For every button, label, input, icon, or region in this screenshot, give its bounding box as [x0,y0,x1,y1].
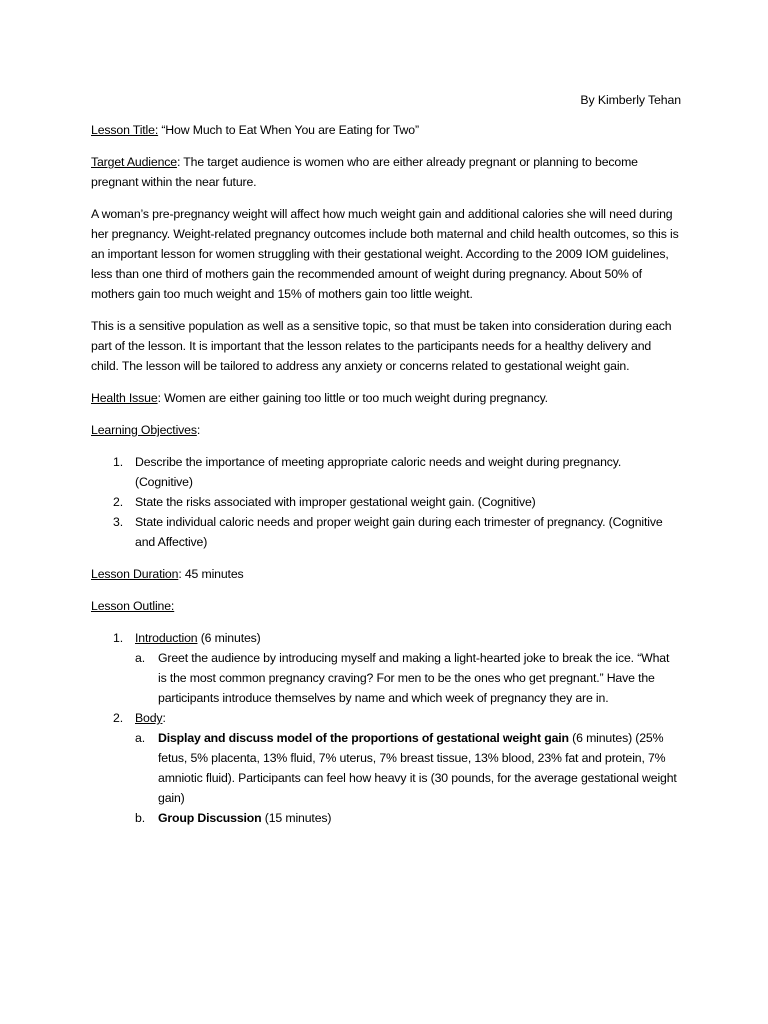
list-item [91,492,681,512]
sub-list-item-letter: b. [135,811,145,825]
sub-list-item-bold-text: Display and discuss model of the proportions of gestational weight gain [158,731,569,745]
sub-list-item-text: (15 minutes) [261,811,332,825]
list-item [91,512,681,552]
learning-objectives-heading [91,420,681,440]
lesson-outline-heading [91,596,681,616]
document-page [91,90,681,840]
list-item [91,628,681,708]
lesson-outline-list [91,628,681,828]
list-item-number: 2. [113,495,123,509]
outline-section-title: Body [135,711,163,725]
health-issue-paragraph [91,388,681,408]
lesson-outline-label: Lesson Outline: [91,599,175,613]
lesson-duration-value: 45 minutes [181,567,244,581]
learning-objectives-list [91,452,681,552]
outline-section-title: Introduction [135,631,198,645]
target-audience-value: The target audience is women who are either already pregnant or planning to become pregnant within the near future. [91,155,638,189]
sub-list-item-text: (6 minutes) (25% fetus, 5% placenta, 13% fluid, 7% uterus, 7% breast tissue, 13% blood, 23% fat and protein, 7% amniotic fluid). Participants can feel how heavy it is (30 pounds, for the average gestational weight gain) [158,731,677,805]
target-audience-colon: : [176,155,181,169]
lesson-title-label: Lesson Title: [91,123,159,137]
list-item-text: State the risks associated with improper gestational weight gain. (Cognitive) [135,495,536,509]
sub-list [135,648,681,708]
sub-list-item-bold-text: Group Discussion [158,811,262,825]
list-item-text: Describe the importance of meeting appropriate caloric needs and weight during pregnancy. (Cognitive) [135,455,622,489]
list-item [91,708,681,828]
outline-section-suffix: : [162,711,166,725]
sub-list-item [135,648,681,708]
learning-objectives-colon: : [196,423,201,437]
lesson-duration-colon: : [178,567,182,581]
list-item-number: 1. [113,631,123,645]
lesson-duration-label: Lesson Duration [91,567,179,581]
body-paragraph-2: This is a sensitive population as well as a sensitive topic, so that must be taken into consideration during each part of the lesson. It is important that the lesson relates to the participants needs for a healthy delivery and child. The lesson will be tailored to address any anxiety or concerns related to gestational weight gain. [91,319,672,373]
health-issue-label: Health Issue [91,391,158,405]
lesson-title-paragraph [91,120,681,140]
body-paragraph-1: A woman’s pre-pregnancy weight will affect how much weight gain and additional calories she will need during her pregnancy. Weight-related pregnancy outcomes include both maternal and child health outcomes, so this is an important lesson for women struggling with their gestational weight. According to the 2009 IOM guidelines, less than one third of mothers gain the recommended amount of weight during pregnancy. About 50% of mothers gain too much weight and 15% of mothers gain too little weight. [91,207,679,301]
list-item-number: 3. [113,515,123,529]
list-item-number: 1. [113,455,123,469]
target-audience-label: Target Audience [91,155,177,169]
sub-list [135,728,681,828]
lesson-duration-paragraph [91,564,681,584]
health-issue-value: Women are either gaining too little or too much weight during pregnancy. [160,391,548,405]
sub-list-item [135,808,681,828]
list-item-number: 2. [113,711,123,725]
list-item [91,452,681,492]
health-issue-colon: : [157,391,161,405]
list-item-text: State individual caloric needs and proper weight gain during each trimester of pregnancy. (Cognitive and Affective) [135,515,663,549]
target-audience-paragraph [91,152,681,192]
learning-objectives-label: Learning Objectives [91,423,197,437]
author-line: By Kimberly Tehan [580,93,681,107]
sub-list-item-letter: a. [135,651,145,665]
outline-section-suffix: (6 minutes) [197,631,261,645]
sub-list-item-text: Greet the audience by introducing myself and making a light-hearted joke to break the ice. “What is the most common pregnancy craving? For men to be the ones who get pregnant.” Have the participants introduce themselves by name and which week of pregnancy they are in. [158,651,670,705]
lesson-title-value: “How Much to Eat When You are Eating for Two” [158,123,419,137]
sub-list-item-letter: a. [135,731,145,745]
sub-list-item [135,728,681,808]
